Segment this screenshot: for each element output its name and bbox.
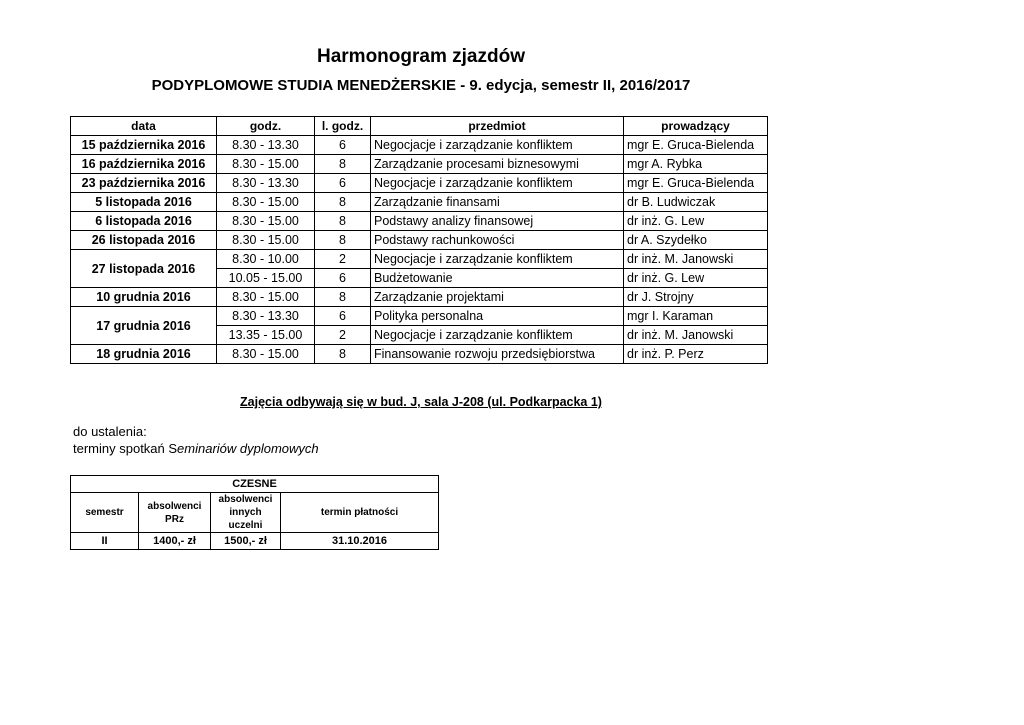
row-count: 8 — [315, 231, 371, 250]
table-row — [71, 155, 768, 174]
row-subject: Podstawy analizy finansowej — [371, 212, 624, 231]
row-lecturer: dr inż. G. Lew — [624, 269, 768, 288]
row-date: 15 października 2016 — [71, 136, 217, 155]
row-count: 6 — [315, 307, 371, 326]
tbd-label: do ustalenia: — [73, 424, 147, 439]
table-row — [71, 250, 768, 269]
row-subject: Zarządzanie procesami biznesowymi — [371, 155, 624, 174]
page-subtitle: PODYPLOMOWE STUDIA MENEDŻERSKIE - 9. edycja, semestr II, 2016/2017 — [151, 77, 691, 94]
row-hours: 8.30 - 15.00 — [217, 155, 315, 174]
row-subject: Zarządzanie finansami — [371, 193, 624, 212]
fees-value-row — [71, 533, 439, 550]
fees-header-other-line2: innych uczelni — [228, 507, 263, 531]
row-count: 8 — [315, 155, 371, 174]
row-count: 6 — [315, 269, 371, 288]
row-subject: Negocjacje i zarządzanie konfliktem — [371, 136, 624, 155]
table-row — [71, 345, 768, 364]
row-subject: Negocjacje i zarządzanie konfliktem — [371, 326, 624, 345]
fees-header-semester: semestr — [71, 493, 139, 533]
row-lecturer: mgr I. Karaman — [624, 307, 768, 326]
row-subject: Negocjacje i zarządzanie konfliktem — [371, 174, 624, 193]
row-date: 17 grudnia 2016 — [71, 307, 217, 345]
table-row — [71, 136, 768, 155]
schedule-table — [70, 116, 768, 364]
row-date: 16 października 2016 — [71, 155, 217, 174]
row-subject: Finansowanie rozwoju przedsiębiorstwa — [371, 345, 624, 364]
row-count: 2 — [315, 326, 371, 345]
tbd-seminars-italic: eminariów dyplomowych — [177, 441, 319, 456]
row-count: 6 — [315, 136, 371, 155]
row-lecturer: mgr E. Gruca-Bielenda — [624, 174, 768, 193]
row-count: 2 — [315, 250, 371, 269]
page-title: Harmonogram zjazdów — [317, 46, 525, 67]
column-header-subject: przedmiot — [371, 117, 624, 136]
row-count: 8 — [315, 345, 371, 364]
row-count: 6 — [315, 174, 371, 193]
row-hours: 8.30 - 10.00 — [217, 250, 315, 269]
row-date: 6 listopada 2016 — [71, 212, 217, 231]
row-date: 26 listopada 2016 — [71, 231, 217, 250]
row-count: 8 — [315, 193, 371, 212]
row-subject: Podstawy rachunkowości — [371, 231, 624, 250]
fees-table — [70, 475, 439, 550]
row-hours: 13.35 - 15.00 — [217, 326, 315, 345]
fees-title: CZESNE — [71, 476, 439, 493]
row-hours: 8.30 - 15.00 — [217, 193, 315, 212]
row-date: 27 listopada 2016 — [71, 250, 217, 288]
row-date: 10 grudnia 2016 — [71, 288, 217, 307]
tbd-seminars — [73, 441, 319, 456]
row-lecturer: dr inż. G. Lew — [624, 212, 768, 231]
row-date: 18 grudnia 2016 — [71, 345, 217, 364]
table-row — [71, 307, 768, 326]
table-row — [71, 174, 768, 193]
row-hours: 8.30 - 15.00 — [217, 345, 315, 364]
table-row — [71, 212, 768, 231]
row-date: 5 listopada 2016 — [71, 193, 217, 212]
column-header-count: l. godz. — [315, 117, 371, 136]
table-row — [71, 231, 768, 250]
column-header-date: data — [71, 117, 217, 136]
row-hours: 8.30 - 13.30 — [217, 174, 315, 193]
row-lecturer: dr inż. M. Janowski — [624, 326, 768, 345]
fees-other-amount: 1500,- zł — [211, 533, 281, 550]
fees-semester: II — [71, 533, 139, 550]
row-hours: 8.30 - 13.30 — [217, 307, 315, 326]
row-hours: 8.30 - 15.00 — [217, 212, 315, 231]
row-date: 23 października 2016 — [71, 174, 217, 193]
table-row — [71, 288, 768, 307]
row-count: 8 — [315, 212, 371, 231]
row-subject: Zarządzanie projektami — [371, 288, 624, 307]
column-header-lecturer: prowadzący — [624, 117, 768, 136]
table-row — [71, 193, 768, 212]
location-note: Zajęcia odbywają się w bud. J, sala J-208 (ul. Podkarpacka 1) — [240, 395, 602, 409]
row-lecturer: dr J. Strojny — [624, 288, 768, 307]
row-lecturer: dr inż. P. Perz — [624, 345, 768, 364]
tbd-seminars-prefix: terminy spotkań S — [73, 441, 178, 456]
fees-header-deadline: termin płatności — [281, 493, 439, 533]
row-lecturer: dr B. Ludwiczak — [624, 193, 768, 212]
row-hours: 8.30 - 15.00 — [217, 231, 315, 250]
schedule-header-row — [71, 117, 768, 136]
fees-header-prz: absolwenci PRz — [139, 493, 211, 533]
row-hours: 8.30 - 13.30 — [217, 136, 315, 155]
fees-deadline: 31.10.2016 — [281, 533, 439, 550]
fees-title-row — [71, 476, 439, 493]
row-lecturer: dr A. Szydełko — [624, 231, 768, 250]
fees-prz-amount: 1400,- zł — [139, 533, 211, 550]
row-hours: 10.05 - 15.00 — [217, 269, 315, 288]
row-count: 8 — [315, 288, 371, 307]
column-header-hours: godz. — [217, 117, 315, 136]
row-subject: Polityka personalna — [371, 307, 624, 326]
row-lecturer: mgr A. Rybka — [624, 155, 768, 174]
row-subject: Budżetowanie — [371, 269, 624, 288]
fees-header-row — [71, 493, 439, 533]
fees-header-other-line1: absolwenci — [218, 494, 273, 505]
row-lecturer: mgr E. Gruca-Bielenda — [624, 136, 768, 155]
fees-header-other — [211, 493, 281, 533]
row-hours: 8.30 - 15.00 — [217, 288, 315, 307]
row-lecturer: dr inż. M. Janowski — [624, 250, 768, 269]
row-subject: Negocjacje i zarządzanie konfliktem — [371, 250, 624, 269]
